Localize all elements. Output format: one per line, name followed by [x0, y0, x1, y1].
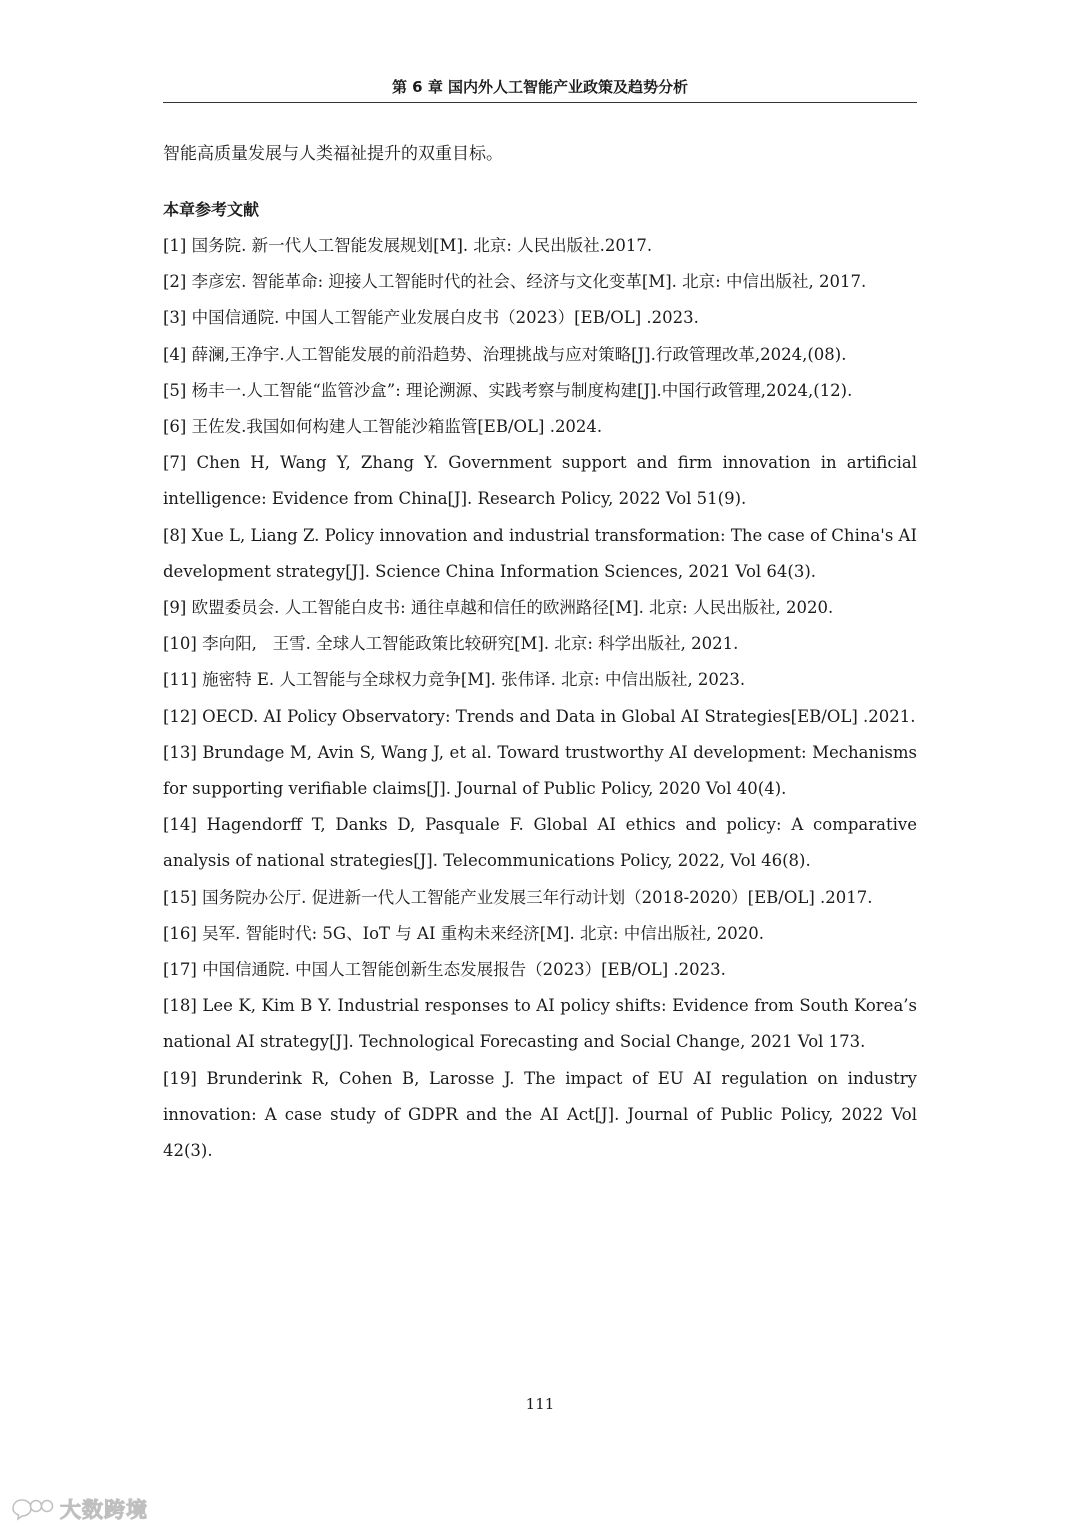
- reference-item-8: [8] Xue L, Liang Z. Policy innovation and industrial transformation: The case of China's AI development strategy[J]. Science China Information Sciences, 2021 Vol 64(3).: [163, 525, 917, 581]
- reference-item-7: [7] Chen H, Wang Y, Zhang Y. Government support and firm innovation in artificial intelligence: Evidence from China[J]. Research Policy, 2022 Vol 51(9).: [163, 453, 917, 509]
- chapter-title: 第 6 章 国内外人工智能产业政策及趋势分析: [391, 78, 689, 96]
- reference-item-15: [15] 国务院办公厅. 促进新一代人工智能产业发展三年行动计划（2018-2020）[EB/OL] .2017.: [163, 887, 873, 907]
- reference-item-14: [14] Hagendorff T, Danks D, Pasquale F. Global AI ethics and policy: A comparative analysis of national strategies[J]. Telecommunications Policy, 2022, Vol 46(8).: [163, 815, 917, 871]
- reference-item-17: [17] 中国信通院. 中国人工智能创新生态发展报告（2023）[EB/OL] .2023.: [163, 960, 726, 980]
- reference-item-9: [9] 欧盟委员会. 人工智能白皮书: 通往卓越和信任的欧洲路径[M]. 北京: 人民出版社, 2020.: [163, 598, 834, 618]
- reference-item-13: [13] Brundage M, Avin S, Wang J, et al. Toward trustworthy AI development: Mechanisms for supporting verifiable claims[J]. Journal of Public Policy, 2020 Vol 40(4).: [163, 742, 917, 799]
- reference-item-18: [18] Lee K, Kim B Y. Industrial responses to AI policy shifts: Evidence from South Korea’s national AI strategy[J]. Technological Forecasting and Social Change, 2021 Vol 173.: [163, 996, 917, 1052]
- reference-list: [163, 228, 917, 1169]
- page-number: 111: [525, 1395, 555, 1413]
- intro-text: 智能高质量发展与人类福祉提升的双重目标。: [163, 144, 503, 164]
- reference-item-10: [10] 李向阳, 王雪. 全球人工智能政策比较研究[M]. 北京: 科学出版社, 2021.: [163, 634, 739, 654]
- reference-item-6: [6] 王佐发.我国如何构建人工智能沙箱监管[EB/OL] .2024.: [163, 417, 603, 437]
- reference-item-2: [2] 李彦宏. 智能革命: 迎接人工智能时代的社会、经济与文化变革[M]. 北京: 中信出版社, 2017.: [163, 272, 867, 292]
- reference-item-4: [4] 薛澜,王净宇.人工智能发展的前沿趋势、治理挑战与应对策略[J].行政管理改革,2024,(08).: [163, 344, 847, 364]
- page-header: [163, 72, 917, 103]
- reference-item-1: [1] 国务院. 新一代人工智能发展规划[M]. 北京: 人民出版社.2017.: [163, 236, 653, 255]
- reference-item-11: [11] 施密特 E. 人工智能与全球权力竞争[M]. 张伟译. 北京: 中信出版社, 2023.: [163, 670, 746, 690]
- reference-item-16: [16] 吴军. 智能时代: 5G、IoT 与 AI 重构未来经济[M]. 北京: 中信出版社, 2020.: [163, 923, 765, 943]
- watermark-text: 大数跨境: [60, 1498, 148, 1522]
- reference-item-5: [5] 杨丰一.人工智能“监管沙盒”: 理论溯源、实践考察与制度构建[J].中国行政管理,2024,(12).: [163, 380, 853, 400]
- reference-item-19: [19] Brunderink R, Cohen B, Larosse J. The impact of EU AI regulation on industry innovation: A case study of GDPR and the AI Act[J]. Journal of Public Policy, 2022 Vol 42(3).: [163, 1068, 917, 1161]
- reference-item-3: [3] 中国信通院. 中国人工智能产业发展白皮书（2023）[EB/OL] .2023.: [163, 308, 699, 328]
- watermark: [10, 1494, 148, 1524]
- chat-bubble-logo-icon: [10, 1497, 56, 1521]
- section-title: 本章参考文献: [163, 200, 260, 219]
- reference-item-12: [12] OECD. AI Policy Observatory: Trends and Data in Global AI Strategies[EB/OL] .2021.: [163, 706, 916, 726]
